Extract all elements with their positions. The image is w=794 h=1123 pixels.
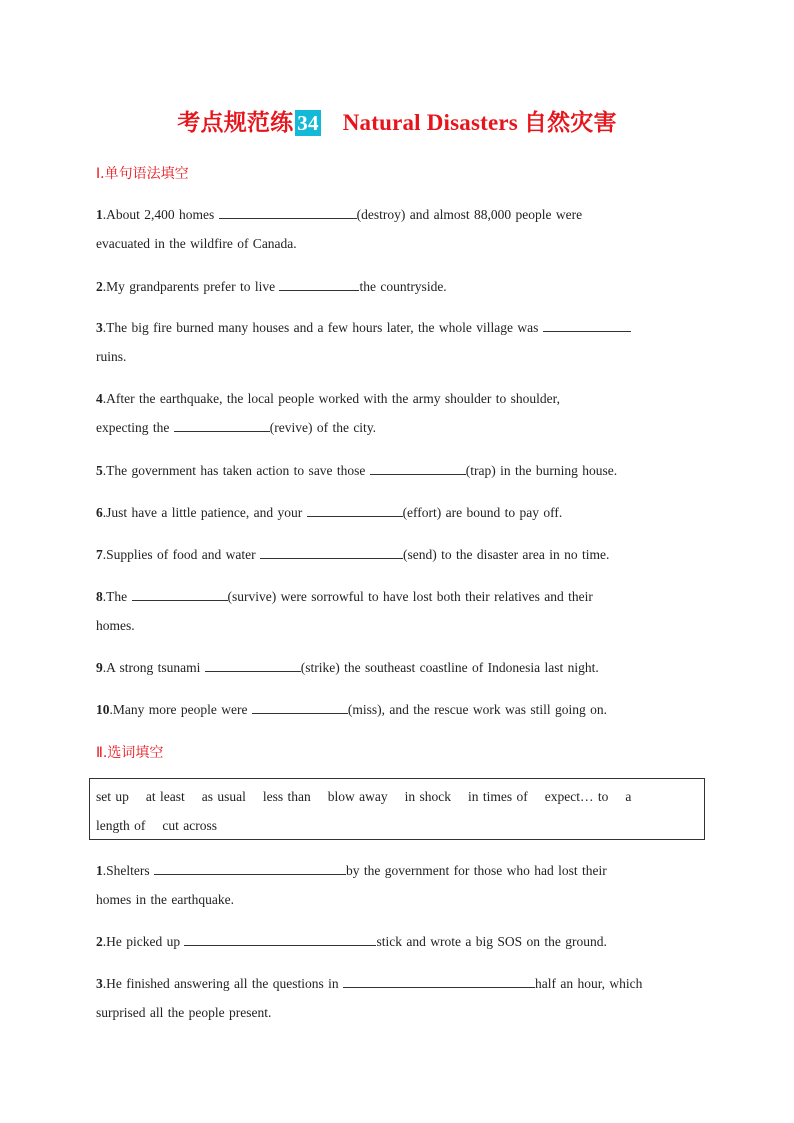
question-2 <box>96 272 702 301</box>
fill-question-1 <box>96 856 702 914</box>
question-number: 1 <box>96 207 103 222</box>
question-number: 10 <box>96 702 110 717</box>
question-text: .The government has taken action to save those <box>102 463 370 478</box>
question-number: 9 <box>96 660 103 675</box>
question-number: 1 <box>96 863 103 878</box>
question-6 <box>96 498 702 527</box>
word-bank-item: set up <box>96 789 129 804</box>
question-number: 4 <box>96 391 103 406</box>
question-text: .The big fire burned many houses and a few hours later, the whole village was <box>102 320 543 335</box>
answer-blank[interactable] <box>132 587 228 601</box>
question-1 <box>96 200 702 258</box>
question-text: .My grandparents prefer to live <box>102 279 280 294</box>
question-text: (effort) are bound to pay off. <box>402 505 563 520</box>
question-text: .Many more people were <box>109 702 252 717</box>
word-bank-item: expect… to <box>544 789 609 804</box>
answer-blank[interactable] <box>279 277 359 291</box>
question-8 <box>96 582 702 640</box>
question-text: .Shelters <box>102 863 154 878</box>
question-text: homes. <box>96 618 135 633</box>
question-text: .Just have a little patience, and your <box>102 505 307 520</box>
word-bank-item: as usual <box>201 789 246 804</box>
question-text: expecting the <box>96 420 174 435</box>
title-suffix: Natural Disasters 自然灾害 <box>342 110 617 135</box>
question-3 <box>96 313 702 371</box>
question-text: .The <box>102 589 132 604</box>
answer-blank[interactable] <box>260 545 403 559</box>
question-number: 5 <box>96 463 103 478</box>
word-bank-item: in times of <box>467 789 528 804</box>
title-prefix: 考点规范练 <box>177 110 294 135</box>
answer-blank[interactable] <box>219 205 357 219</box>
question-text: .A strong tsunami <box>102 660 205 675</box>
question-number: 3 <box>96 320 103 335</box>
question-5 <box>96 456 702 485</box>
question-text: half an hour, which <box>534 976 643 991</box>
answer-blank[interactable] <box>154 861 346 875</box>
word-bank-item: in shock <box>404 789 451 804</box>
answer-blank[interactable] <box>307 503 403 517</box>
word-bank-box <box>89 778 705 840</box>
question-text: .He finished answering all the questions in <box>102 976 343 991</box>
question-text: homes in the earthquake. <box>96 892 234 907</box>
fill-question-2 <box>96 927 702 956</box>
question-10 <box>96 695 702 724</box>
question-text: (trap) in the burning house. <box>465 463 618 478</box>
question-number: 2 <box>96 279 103 294</box>
question-number: 8 <box>96 589 103 604</box>
question-text: surprised all the people present. <box>96 1005 272 1020</box>
question-text: by the government for those who had lost their <box>346 863 607 878</box>
answer-blank[interactable] <box>174 418 270 432</box>
question-text: (revive) of the city. <box>269 420 377 435</box>
title-number-badge: 34 <box>297 111 319 135</box>
answer-blank[interactable] <box>543 318 631 332</box>
question-text: .Supplies of food and water <box>102 547 260 562</box>
section-1-heading: Ⅰ.单句语法填空 <box>96 166 189 182</box>
word-bank-item: less than <box>262 789 311 804</box>
question-text: (send) to the disaster area in no time. <box>402 547 610 562</box>
question-text: ruins. <box>96 349 127 364</box>
word-bank-item: cut across <box>162 818 217 833</box>
fill-question-3 <box>96 969 702 1027</box>
question-number: 3 <box>96 976 103 991</box>
question-text: stick and wrote a big SOS on the ground. <box>376 934 607 949</box>
question-7 <box>96 540 702 569</box>
page-title <box>0 104 794 137</box>
word-bank-item: length of <box>96 818 146 833</box>
question-text: (destroy) and almost 88,000 people were <box>356 207 583 222</box>
answer-blank[interactable] <box>184 932 376 946</box>
word-bank-line-2 <box>96 818 234 834</box>
question-text: .After the earthquake, the local people worked with the army shoulder to shoulder, <box>102 391 560 406</box>
question-text: (strike) the southeast coastline of Indonesia last night. <box>300 660 599 675</box>
answer-blank[interactable] <box>343 974 535 988</box>
question-number: 7 <box>96 547 103 562</box>
word-bank-line-1 <box>96 789 631 805</box>
question-9 <box>96 653 702 682</box>
answer-blank[interactable] <box>370 461 466 475</box>
question-text: evacuated in the wildfire of Canada. <box>96 236 297 251</box>
word-bank-item: at least <box>145 789 185 804</box>
question-text: .He picked up <box>102 934 185 949</box>
section-2-heading: Ⅱ.选词填空 <box>96 745 164 761</box>
question-text: (survive) were sorrowful to have lost both their relatives and their <box>227 589 593 604</box>
answer-blank[interactable] <box>205 658 301 672</box>
question-text: the countryside. <box>359 279 447 294</box>
word-bank-item: a <box>625 789 632 804</box>
question-text: (miss), and the rescue work was still going on. <box>347 702 608 717</box>
word-bank-item: blow away <box>327 789 388 804</box>
question-4 <box>96 384 702 442</box>
question-text: .About 2,400 homes <box>102 207 219 222</box>
question-number: 6 <box>96 505 103 520</box>
question-number: 2 <box>96 934 103 949</box>
answer-blank[interactable] <box>252 700 348 714</box>
